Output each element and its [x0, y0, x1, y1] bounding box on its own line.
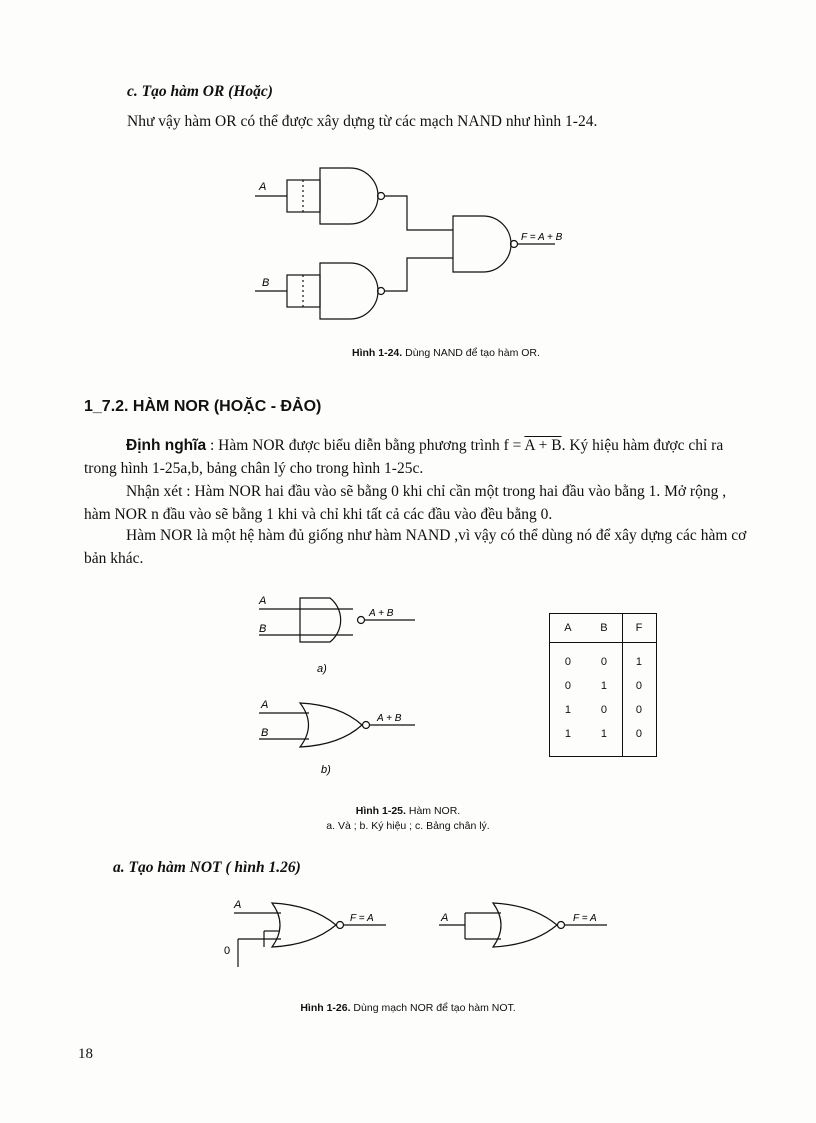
fig126-label-a1: A — [234, 899, 242, 911]
figure-1-25a — [255, 592, 425, 682]
fig125-caption-line2: a. Và ; b. Ký hiệu ; c. Bảng chân lý. — [326, 820, 490, 832]
remark-paragraph: Nhận xét : Hàm NOR hai đầu vào sẽ bằng 0 khi chỉ cần một trong hai đầu vào bằng 1. Mở rộng , hàm NOR n đầu vào sẽ bằng 1 khi và chỉ khi tất cả các đầu vào đều bằng 0. — [84, 483, 727, 523]
fig126-output-1: F = A — [350, 913, 374, 924]
fig126-output-2: F = A — [573, 913, 597, 924]
fig124-caption-num: Hình 1-24. — [352, 347, 403, 359]
figure-1-26-right — [435, 895, 615, 970]
fig126-caption-num: Hình 1-26. — [300, 1002, 351, 1014]
fig124-caption — [352, 347, 540, 359]
tt-cell: 0 — [600, 656, 607, 668]
fig126-caption-text: Dùng mạch NOR để tạo hàm NOT. — [350, 1002, 516, 1014]
section-heading: 1_7.2. HÀM NOR (HOẶC - ĐẢO) — [84, 398, 322, 415]
tt-cell: 1 — [635, 656, 643, 668]
fig124-output: F = A + B — [521, 232, 563, 243]
tt-cell: 1 — [600, 728, 607, 740]
fig124-label-b: B — [262, 277, 270, 289]
fig125a-sublabel: a) — [317, 663, 327, 675]
tt-cell: 0 — [635, 704, 643, 716]
fig125a-output: A + B — [369, 608, 394, 619]
figure-1-25b — [255, 695, 425, 780]
fig125b-output: A + B — [377, 713, 402, 724]
fig125a-label-a: A — [259, 595, 267, 607]
fig125a-label-b: B — [259, 623, 267, 635]
tt-cell: 0 — [564, 680, 572, 692]
table-row — [550, 650, 656, 674]
fig125-caption-num: Hình 1-25. — [355, 805, 406, 817]
truth-table-frame — [549, 613, 657, 757]
fig125-caption — [0, 805, 816, 817]
tt-cell: 0 — [564, 656, 572, 668]
fig125-caption-text: Hàm NOR. — [405, 805, 461, 817]
tt-header-b: B — [600, 622, 608, 634]
fig124-caption-text: Dùng NAND để tạo hàm OR. — [402, 347, 540, 359]
tt-cell: 0 — [635, 728, 643, 740]
fig125b-label-a: A — [261, 699, 269, 711]
fig124-label-a: A — [259, 181, 267, 193]
definition-text-2: . Ký hiệu hàm được chỉ ra trong hình 1-25a,b, bảng chân lý cho trong hình 1-25c. — [84, 437, 724, 477]
table-row — [550, 674, 656, 698]
definition-text-1: : Hàm NOR được biểu diễn bằng phương trình f = — [206, 437, 525, 454]
section-a-title: a. Tạo hàm NOT ( hình 1.26) — [113, 859, 301, 876]
table-row — [550, 722, 656, 746]
section-c-text: Như vậy hàm OR có thể được xây dựng từ các mạch NAND như hình 1-24. — [127, 113, 598, 130]
para-nor-complete: Hàm NOR là một hệ hàm đủ giống như hàm NAND ,vì vậy có thể dùng nó để xây dựng các hàm cơ bản khác. — [84, 527, 747, 567]
definition-formula: A + B — [524, 437, 562, 454]
tt-cell: 1 — [564, 704, 572, 716]
tt-cell: 0 — [600, 704, 607, 716]
tt-header-a: A — [564, 622, 572, 634]
fig126-label-a2: A — [441, 912, 449, 924]
fig125b-sublabel: b) — [321, 764, 331, 776]
truth-table-header — [550, 614, 656, 642]
section-c-title: c. Tạo hàm OR (Hoặc) — [127, 83, 273, 100]
tt-cell: 1 — [564, 728, 572, 740]
definition-label: Định nghĩa — [126, 437, 207, 454]
truth-table — [550, 614, 656, 746]
table-row — [550, 698, 656, 722]
fig126-label-zero: 0 — [224, 945, 231, 957]
page-number: 18 — [78, 1046, 93, 1062]
figure-1-26-left — [220, 895, 395, 970]
figure-1-24-nand-or — [245, 160, 585, 325]
tt-cell: 1 — [600, 680, 607, 692]
tt-cell: 0 — [635, 680, 643, 692]
tt-header-f: F — [635, 622, 643, 634]
fig125b-label-b: B — [261, 727, 269, 739]
definition-paragraph — [84, 434, 749, 480]
fig126-caption — [0, 1002, 816, 1014]
